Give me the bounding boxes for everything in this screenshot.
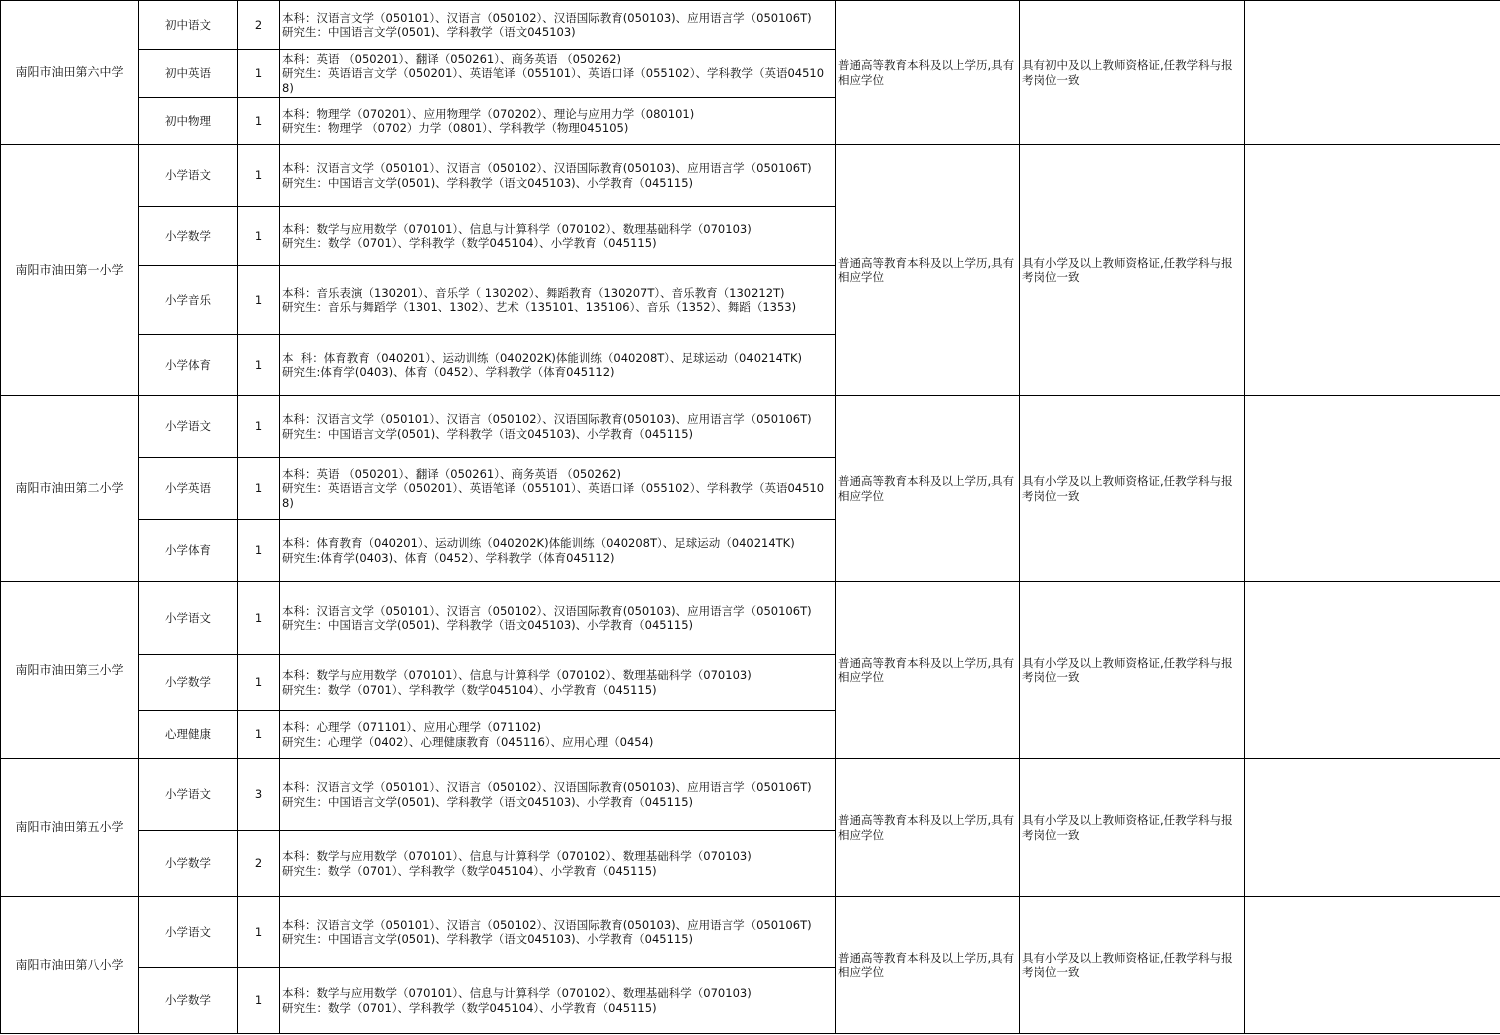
table-body: [1, 1, 1500, 1034]
count-cell: 1: [238, 266, 280, 335]
count-cell: 1: [238, 458, 280, 520]
major-cell: 本科：汉语言文学（050101）、汉语言（050102）、汉语国际教育(050103)、应用语言学（050106T) 研究生：中国语言文学(0501)、学科教学（语文045103)、小学教育（045115): [280, 582, 836, 655]
major-cell: 本科：英语 （050201）、翻译（050261）、商务英语 （050262) 研究生：英语语言文学（050201）、英语笔译（055101）、英语口译（055102）、学科教学（英语045108): [280, 50, 836, 98]
count-cell: 1: [238, 897, 280, 968]
school-name-cell: 南阳市油田第六中学: [1, 1, 139, 145]
major-cell: 本科：数学与应用数学（070101）、信息与计算科学（070102）、数理基础科学（070103) 研究生：数学（0701）、学科教学（数学045104）、小学教育（045115): [280, 655, 836, 711]
education-cell: 普通高等教育本科及以上学历,具有相应学位: [836, 897, 1020, 1034]
post-cell: 小学语文: [139, 582, 238, 655]
table-row: [1, 1, 1500, 50]
post-cell: 小学体育: [139, 335, 238, 396]
count-cell: 1: [238, 968, 280, 1034]
major-cell: 本科：数学与应用数学（070101）、信息与计算科学（070102）、数理基础科学（070103) 研究生：数学（0701）、学科教学（数学045104）、小学教育（045115): [280, 831, 836, 897]
major-cell: 本科：数学与应用数学（070101）、信息与计算科学（070102）、数理基础科学（070103) 研究生：数学（0701）、学科教学（数学045104）、小学教育（045115): [280, 968, 836, 1034]
major-cell: 本科：物理学（070201）、应用物理学（070202）、理论与应用力学（080101) 研究生：物理学 （0702）力学（0801）、学科教学（物理045105): [280, 98, 836, 145]
count-cell: 2: [238, 1, 280, 50]
remarks-cell: [1245, 897, 1500, 1034]
table-row: [1, 897, 1500, 968]
remarks-cell: [1245, 396, 1500, 582]
major-cell: 本科：心理学（071101）、应用心理学（071102) 研究生：心理学（0402）、心理健康教育（045116）、应用心理（0454): [280, 711, 836, 759]
count-cell: 1: [238, 396, 280, 458]
count-cell: 1: [238, 50, 280, 98]
count-cell: 3: [238, 759, 280, 831]
post-cell: 小学数学: [139, 968, 238, 1034]
major-cell: 本科：体育教育（040201）、运动训练（040202K)体能训练（040208T）、足球运动（040214TK) 研究生:体育学(0403)、体育（0452）、学科教学（体育045112): [280, 520, 836, 582]
major-cell: 本科：汉语言文学（050101）、汉语言（050102）、汉语国际教育(050103)、应用语言学（050106T) 研究生：中国语言文学(0501)、学科教学（语文045103)、小学教育（045115): [280, 145, 836, 207]
count-cell: 1: [238, 711, 280, 759]
school-name-cell: 南阳市油田第八小学: [1, 897, 139, 1034]
count-cell: 1: [238, 207, 280, 266]
school-name-cell: 南阳市油田第三小学: [1, 582, 139, 759]
qualification-cell: 具有小学及以上教师资格证,任教学科与报考岗位一致: [1020, 759, 1245, 897]
school-name-cell: 南阳市油田第一小学: [1, 145, 139, 396]
count-cell: 2: [238, 831, 280, 897]
major-cell: 本科：英语 （050201）、翻译（050261）、商务英语 （050262) 研究生：英语语言文学（050201）、英语笔译（055101）、英语口译（055102）、学科教学（英语045108): [280, 458, 836, 520]
qualification-cell: 具有小学及以上教师资格证,任教学科与报考岗位一致: [1020, 396, 1245, 582]
post-cell: 心理健康: [139, 711, 238, 759]
education-cell: 普通高等教育本科及以上学历,具有相应学位: [836, 396, 1020, 582]
table-row: [1, 759, 1500, 831]
remarks-cell: [1245, 145, 1500, 396]
post-cell: 小学数学: [139, 207, 238, 266]
major-cell: 本科：汉语言文学（050101）、汉语言（050102）、汉语国际教育(050103)、应用语言学（050106T) 研究生：中国语言文学(0501)、学科教学（语文045103)、小学教育（045115): [280, 396, 836, 458]
education-cell: 普通高等教育本科及以上学历,具有相应学位: [836, 759, 1020, 897]
remarks-cell: [1245, 1, 1500, 145]
post-cell: 小学数学: [139, 831, 238, 897]
post-cell: 小学语文: [139, 396, 238, 458]
major-cell: 本科：汉语言文学（050101）、汉语言（050102）、汉语国际教育(050103)、应用语言学（050106T) 研究生：中国语言文学(0501)、学科教学（语文045103): [280, 1, 836, 50]
qualification-cell: 具有小学及以上教师资格证,任教学科与报考岗位一致: [1020, 897, 1245, 1034]
post-cell: 小学语文: [139, 145, 238, 207]
major-cell: 本科：汉语言文学（050101）、汉语言（050102）、汉语国际教育(050103)、应用语言学（050106T) 研究生：中国语言文学(0501)、学科教学（语文045103)、小学教育（045115): [280, 759, 836, 831]
post-cell: 小学体育: [139, 520, 238, 582]
qualification-cell: 具有小学及以上教师资格证,任教学科与报考岗位一致: [1020, 582, 1245, 759]
qualification-cell: 具有初中及以上教师资格证,任教学科与报考岗位一致: [1020, 1, 1245, 145]
count-cell: 1: [238, 335, 280, 396]
count-cell: 1: [238, 520, 280, 582]
major-cell: 本科：数学与应用数学（070101）、信息与计算科学（070102）、数理基础科学（070103) 研究生：数学（0701）、学科教学（数学045104）、小学教育（045115): [280, 207, 836, 266]
post-cell: 小学语文: [139, 897, 238, 968]
qualification-cell: 具有小学及以上教师资格证,任教学科与报考岗位一致: [1020, 145, 1245, 396]
count-cell: 1: [238, 655, 280, 711]
post-cell: 初中语文: [139, 1, 238, 50]
count-cell: 1: [238, 98, 280, 145]
table-row: [1, 145, 1500, 207]
education-cell: 普通高等教育本科及以上学历,具有相应学位: [836, 145, 1020, 396]
education-cell: 普通高等教育本科及以上学历,具有相应学位: [836, 582, 1020, 759]
post-cell: 小学语文: [139, 759, 238, 831]
post-cell: 小学音乐: [139, 266, 238, 335]
remarks-cell: [1245, 582, 1500, 759]
count-cell: 1: [238, 582, 280, 655]
table-row: [1, 582, 1500, 655]
count-cell: 1: [238, 145, 280, 207]
school-name-cell: 南阳市油田第二小学: [1, 396, 139, 582]
major-cell: 本科：音乐表演（130201）、音乐学（ 130202）、舞蹈教育（130207T）、音乐教育（130212T) 研究生：音乐与舞蹈学（1301、1302）、艺术（135101、135106）、音乐（1352）、舞蹈（1353): [280, 266, 836, 335]
major-cell: 本科：汉语言文学（050101）、汉语言（050102）、汉语国际教育(050103)、应用语言学（050106T) 研究生：中国语言文学(0501)、学科教学（语文045103)、小学教育（045115): [280, 897, 836, 968]
table-row: [1, 396, 1500, 458]
school-name-cell: 南阳市油田第五小学: [1, 759, 139, 897]
post-cell: 小学数学: [139, 655, 238, 711]
post-cell: 小学英语: [139, 458, 238, 520]
post-cell: 初中英语: [139, 50, 238, 98]
major-cell: 本 科：体育教育（040201）、运动训练（040202K)体能训练（040208T）、足球运动（040214TK) 研究生:体育学(0403)、体育（0452）、学科教学（体育045112): [280, 335, 836, 396]
education-cell: 普通高等教育本科及以上学历,具有相应学位: [836, 1, 1020, 145]
post-cell: 初中物理: [139, 98, 238, 145]
remarks-cell: [1245, 759, 1500, 897]
